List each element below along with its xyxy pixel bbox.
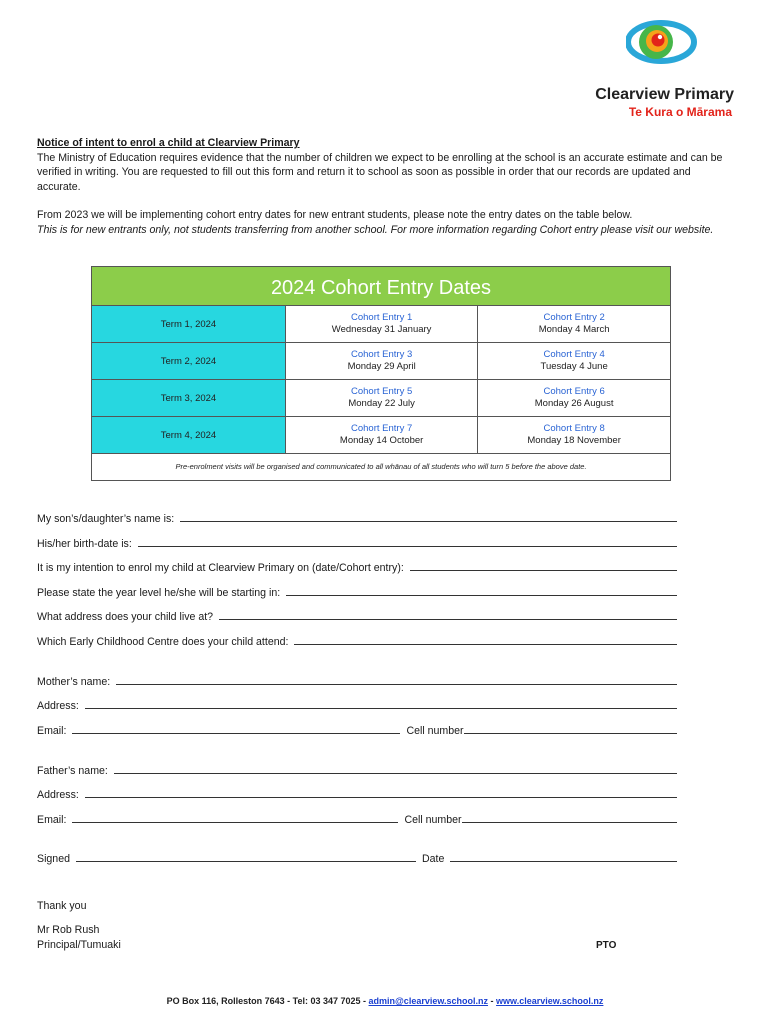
cohort-entry-date: Tuesday 4 June xyxy=(540,361,608,372)
mother-name-field xyxy=(37,674,677,688)
pto-label: PTO xyxy=(596,940,617,951)
cohort-entry-cell xyxy=(478,417,670,454)
mother-name-label: Mother’s name: xyxy=(37,676,111,688)
school-name: Clearview Primary xyxy=(595,86,734,103)
cohort-entry-date: Monday 26 August xyxy=(534,398,614,409)
footer xyxy=(0,996,770,1006)
cohort-entry-cell xyxy=(478,343,670,380)
father-name-label: Father’s name: xyxy=(37,765,108,777)
signature-field xyxy=(37,851,677,865)
birth-date-input[interactable] xyxy=(138,536,677,547)
date-label: Date xyxy=(422,853,445,865)
eye-logo-icon xyxy=(626,16,698,72)
father-address-label: Address: xyxy=(37,789,79,801)
cohort-row xyxy=(92,380,670,417)
cohort-entry-label: Cohort Entry 7 xyxy=(351,423,413,434)
cohort-entry-label: Cohort Entry 6 xyxy=(543,386,605,397)
term-cell: Term 4, 2024 xyxy=(92,417,286,454)
father-name-field xyxy=(37,763,677,777)
cohort-entry-cell xyxy=(286,306,478,343)
father-cell-input[interactable] xyxy=(462,812,677,823)
cohort-entry-label: Cohort Entry 5 xyxy=(351,386,413,397)
cohort-entry-date: Monday 29 April xyxy=(347,361,416,372)
mother-email-input[interactable] xyxy=(72,723,400,734)
father-address-field xyxy=(37,787,677,801)
cohort-entry-cell xyxy=(478,306,670,343)
mother-cell-input[interactable] xyxy=(464,723,677,734)
principal-role: Principal/Tumuaki xyxy=(37,939,121,951)
cohort-table-note: Pre-enrolment visits will be organised and communicated to all whānau of all students who will turn 5 before the above date. xyxy=(175,462,587,471)
signed-label: Signed xyxy=(37,853,70,865)
cohort-entry-cell xyxy=(478,380,670,417)
cohort-row xyxy=(92,306,670,343)
school-maori-name: Te Kura o Mārama xyxy=(628,105,732,119)
cohort-entry-label: Cohort Entry 2 xyxy=(543,312,605,323)
term-cell: Term 2, 2024 xyxy=(92,343,286,380)
mother-email-label: Email: xyxy=(37,725,67,737)
cohort-entry-date: Monday 22 July xyxy=(348,398,415,409)
address-field xyxy=(37,609,677,623)
address-input[interactable] xyxy=(219,609,677,620)
footer-address: PO Box 116, Rolleston 7643 - Tel: 03 347 7025 - xyxy=(166,996,367,1006)
cohort-row xyxy=(92,417,670,454)
cohort-paragraph: From 2023 we will be implementing cohort entry dates for new entrant students, please note the entry dates on the table below. xyxy=(37,209,633,222)
mother-address-field xyxy=(37,698,677,712)
father-contact-field xyxy=(37,812,677,826)
address-label: What address does your child live at? xyxy=(37,611,214,623)
intro-paragraph: The Ministry of Education requires evidence that the number of children we expect to be enrolling at the school is an accurate estimate and can be verified in writing. You are requested to fill out this form and return it to school as soon as possible in order that our records are updated and accurate. xyxy=(37,151,723,193)
cohort-entry-label: Cohort Entry 4 xyxy=(543,349,605,360)
term-cell: Term 3, 2024 xyxy=(92,380,286,417)
father-email-label: Email: xyxy=(37,814,67,826)
cohort-entry-label: Cohort Entry 8 xyxy=(543,423,605,434)
date-input[interactable] xyxy=(450,851,677,862)
cohort-entry-label: Cohort Entry 3 xyxy=(351,349,413,360)
intention-input[interactable] xyxy=(410,560,677,571)
cohort-entry-cell xyxy=(286,380,478,417)
mother-contact-field xyxy=(37,723,677,737)
year-level-field xyxy=(37,585,677,599)
birth-date-field xyxy=(37,536,677,550)
cohort-row xyxy=(92,343,670,380)
ecc-label: Which Early Childhood Centre does your child attend: xyxy=(37,636,289,648)
cohort-table-title: 2024 Cohort Entry Dates xyxy=(92,267,670,306)
cohort-entry-cell xyxy=(286,417,478,454)
footer-email-link[interactable]: admin@clearview.school.nz xyxy=(368,996,489,1006)
cohort-entry-date: Monday 18 November xyxy=(527,435,621,446)
child-name-input[interactable] xyxy=(180,511,677,522)
birth-date-label: His/her birth-date is: xyxy=(37,538,132,550)
intention-field xyxy=(37,560,677,574)
ecc-field xyxy=(37,634,677,648)
cohort-note-paragraph: This is for new entrants only, not students transferring from another school. For more information regarding Cohort entry please visit our website. xyxy=(37,223,714,236)
father-address-input[interactable] xyxy=(85,787,677,798)
year-level-input[interactable] xyxy=(286,585,677,596)
cohort-entry-date: Monday 4 March xyxy=(538,324,610,335)
mother-address-input[interactable] xyxy=(85,698,677,709)
child-name-field xyxy=(37,511,677,525)
notice-heading: Notice of intent to enrol a child at Clearview Primary xyxy=(37,137,300,149)
signature-input[interactable] xyxy=(76,851,416,862)
father-name-input[interactable] xyxy=(114,763,677,774)
footer-website-link[interactable]: www.clearview.school.nz xyxy=(496,996,604,1006)
cohort-entry-label: Cohort Entry 1 xyxy=(351,312,413,323)
cohort-entry-date: Monday 14 October xyxy=(339,435,424,446)
mother-address-label: Address: xyxy=(37,700,79,712)
mother-name-input[interactable] xyxy=(116,674,677,685)
father-email-input[interactable] xyxy=(72,812,398,823)
footer-separator: - xyxy=(490,996,494,1006)
father-cell-label: Cell number xyxy=(404,814,462,826)
intention-label: It is my intention to enrol my child at Clearview Primary on (date/Cohort entry): xyxy=(37,562,404,574)
ecc-input[interactable] xyxy=(294,634,677,645)
cohort-entry-date: Wednesday 31 January xyxy=(331,324,432,335)
school-logo xyxy=(570,16,736,119)
cohort-entry-cell xyxy=(286,343,478,380)
year-level-label: Please state the year level he/she will be starting in: xyxy=(37,587,281,599)
thank-you: Thank you xyxy=(37,900,87,912)
child-name-label: My son’s/daughter’s name is: xyxy=(37,513,175,525)
mother-cell-label: Cell number xyxy=(406,725,464,737)
cohort-entry-table xyxy=(91,266,671,481)
intro-section xyxy=(37,136,733,238)
term-cell: Term 1, 2024 xyxy=(92,306,286,343)
principal-name: Mr Rob Rush xyxy=(37,924,100,936)
